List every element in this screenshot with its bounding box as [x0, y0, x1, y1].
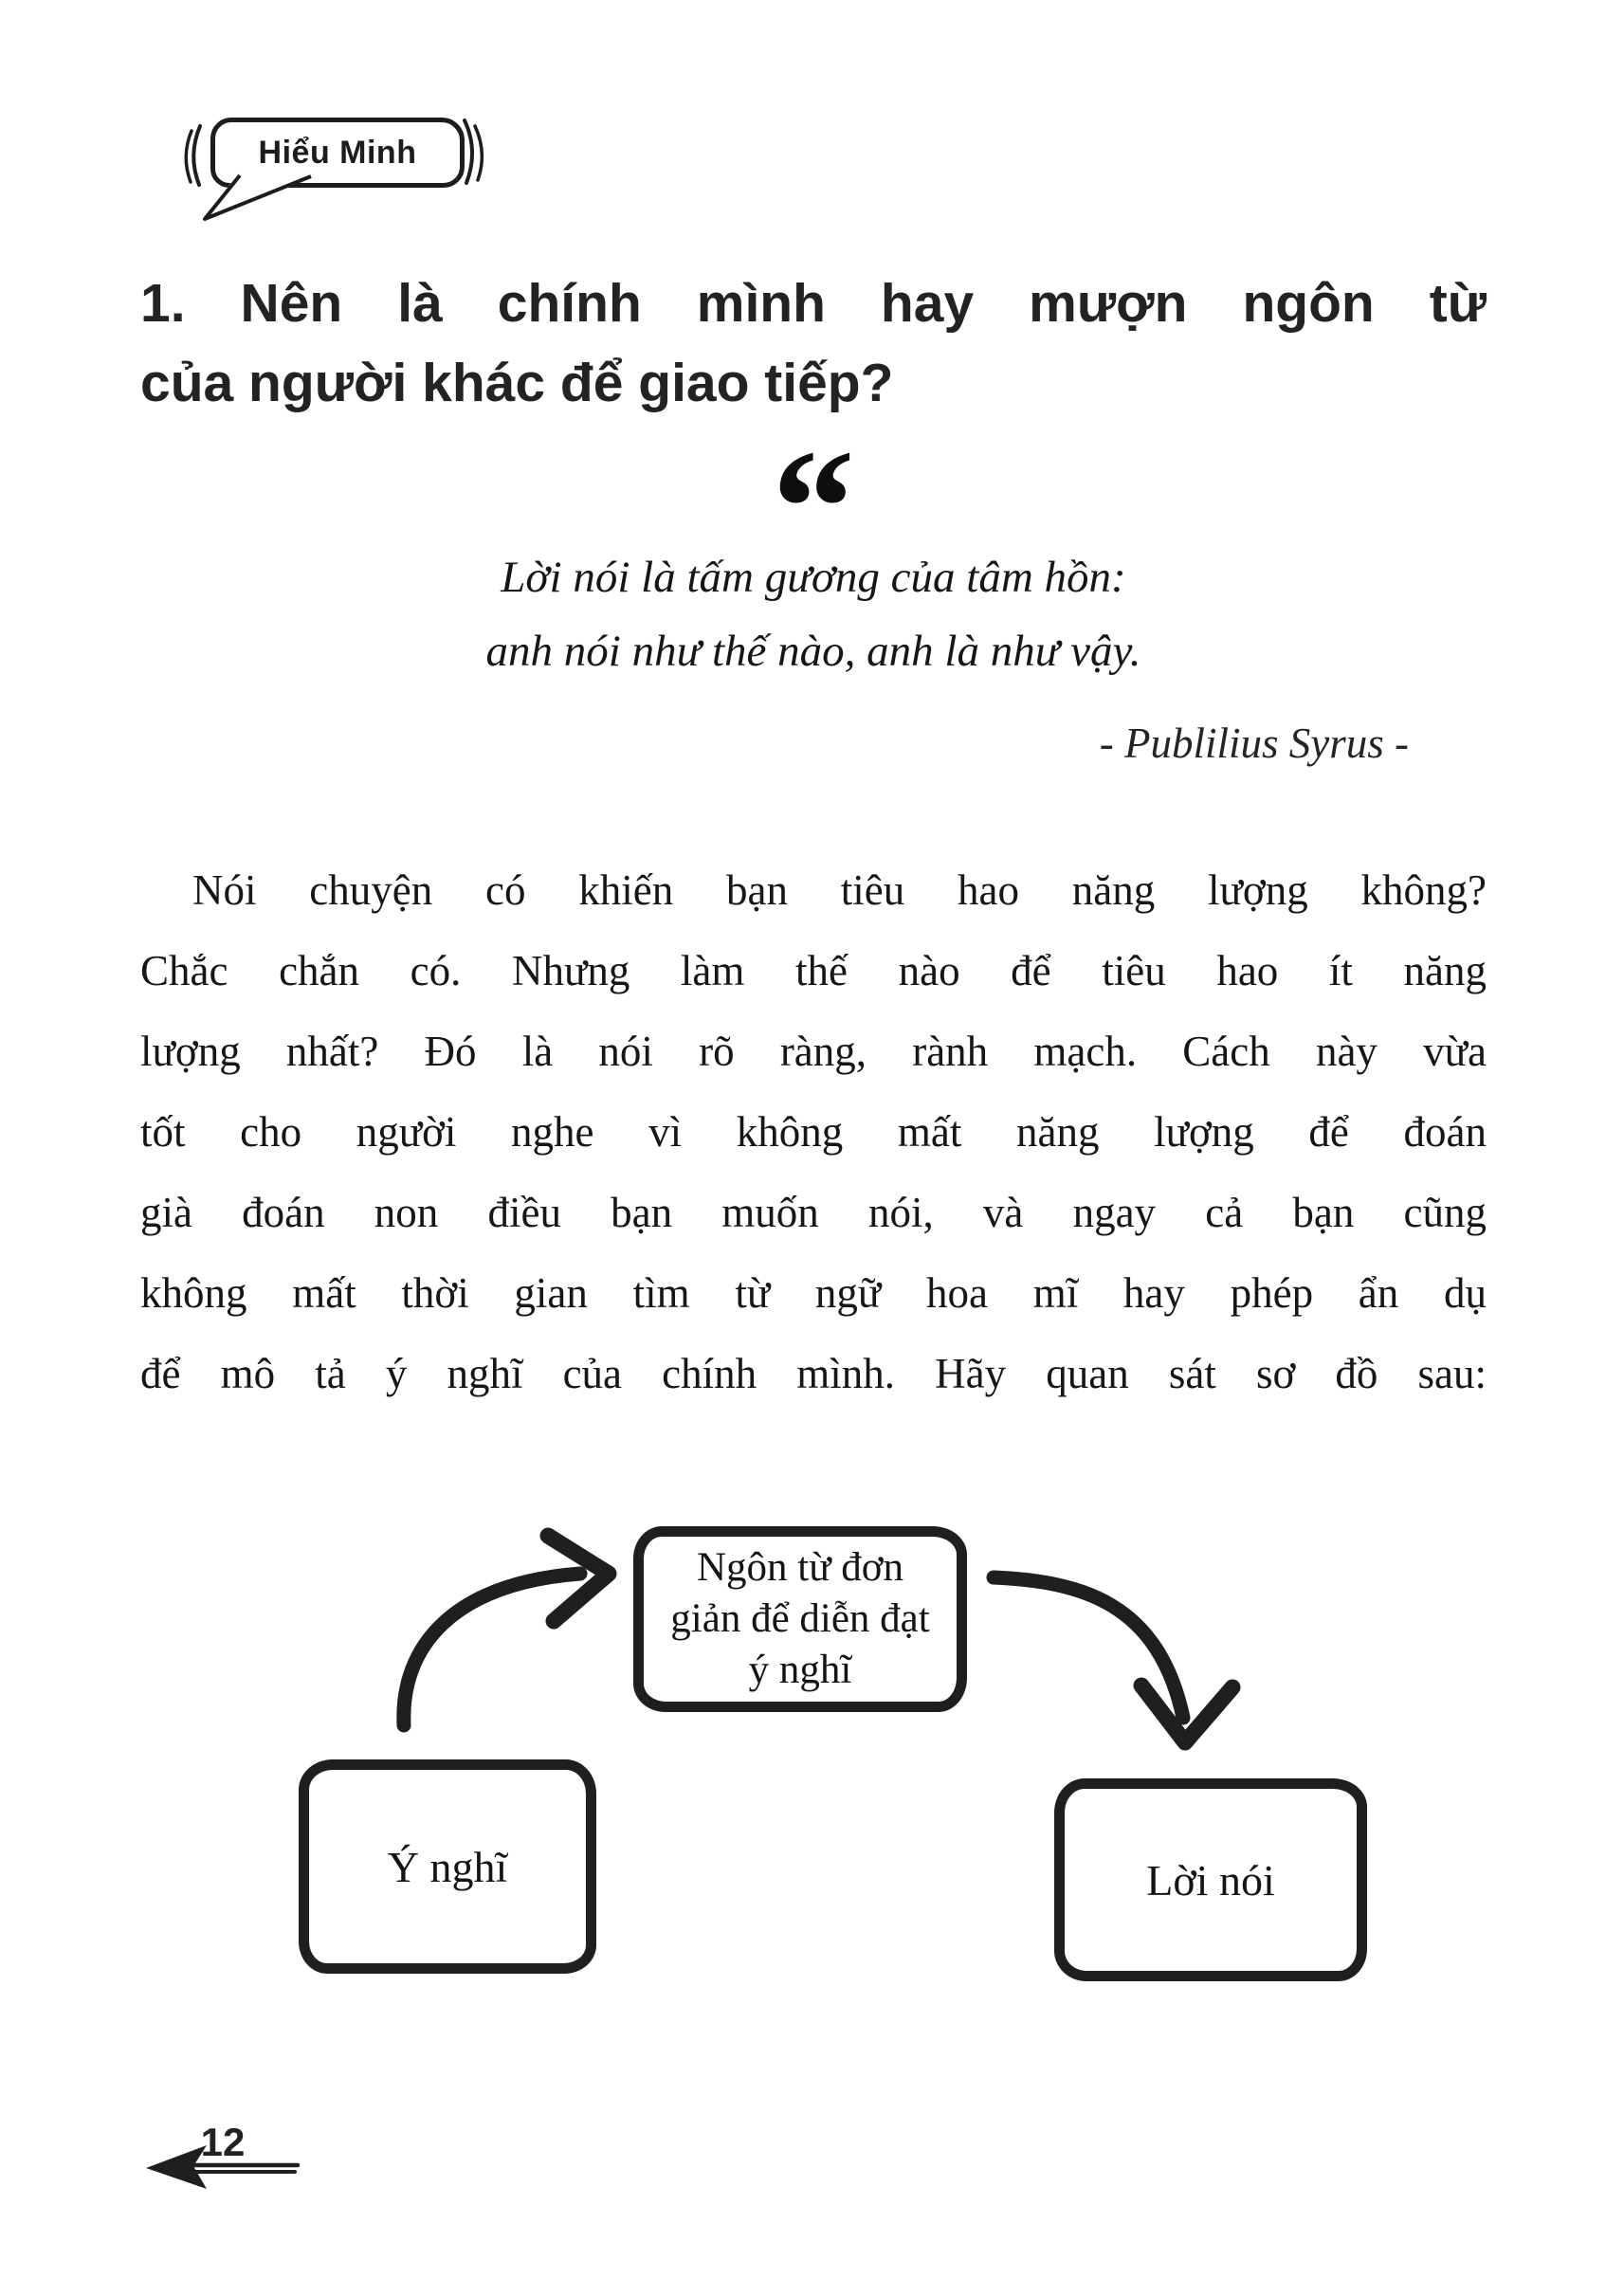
author-badge-label: Hiểu Minh	[258, 134, 417, 171]
diagram-box-idea	[299, 1759, 596, 1974]
diagram-box-words	[633, 1526, 967, 1712]
body-line: để mô tả ý nghĩ của chính mình. Hãy quan sát sơ đồ sau:	[140, 1350, 1487, 1397]
section-title	[140, 264, 1487, 423]
quote-attribution: - Publilius Syrus -	[1099, 720, 1409, 767]
speech-bubble-tail-icon	[175, 100, 507, 232]
arrow-words-to-speech	[994, 1577, 1232, 1742]
body-line: lượng nhất? Đó là nói rõ ràng, rành mạch. Cách này vừa	[140, 1028, 1487, 1075]
diagram-box-idea-label: Ý nghĩ	[387, 1842, 508, 1891]
page-number: 12	[200, 2120, 246, 2164]
diagram-box-speech-label: Lời nói	[1146, 1855, 1275, 1904]
section-title-line-1: 1. Nên là chính mình hay mượn ngôn từ	[140, 273, 1487, 334]
body-line: già đoán non điều bạn muốn nói, và ngay cả bạn cũng	[140, 1189, 1487, 1236]
section-title-line-2: của người khác để giao tiếp?	[140, 353, 894, 413]
diagram-box-words-label: Ngôn từ đơn giản để diễn đạt ý nghĩ	[670, 1545, 930, 1692]
body-paragraph	[140, 850, 1487, 1414]
body-line: Nói chuyện có khiến bạn tiêu hao năng lượng không?	[192, 866, 1487, 914]
quote-line-1: Lời nói là tấm gương của tâm hồn:	[501, 553, 1126, 602]
body-line: không mất thời gian tìm từ ngữ hoa mĩ hay phép ẩn dụ	[140, 1269, 1487, 1317]
arrow-idea-to-words	[404, 1536, 609, 1725]
quote-line-2: anh nói như thế nào, anh là như vậy.	[485, 627, 1141, 676]
page-corner-arrow-icon	[112, 2139, 349, 2196]
quote-mark-icon: “	[772, 415, 855, 599]
diagram-box-speech	[1054, 1778, 1367, 1981]
body-line: tốt cho người nghe vì không mất năng lượng để đoán	[140, 1108, 1487, 1156]
body-line: Chắc chắn có. Nhưng làm thế nào để tiêu hao ít năng	[140, 947, 1487, 994]
